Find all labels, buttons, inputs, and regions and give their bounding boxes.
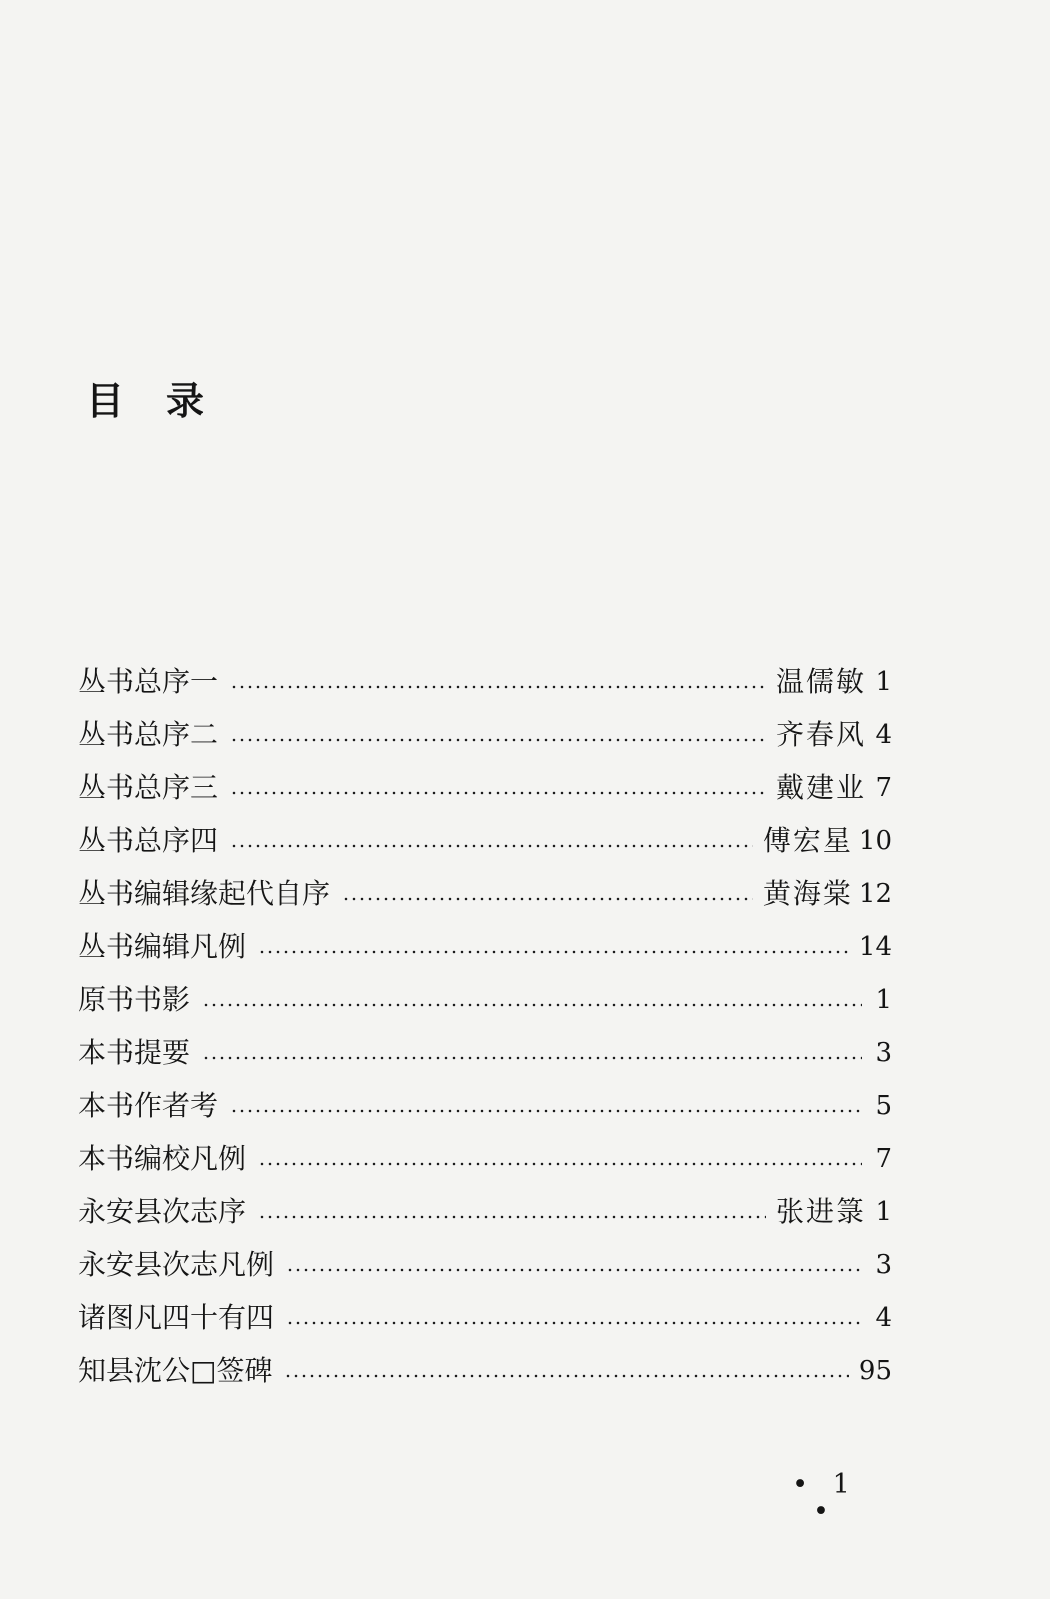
dot-leader <box>342 897 753 901</box>
toc-entry <box>78 655 892 708</box>
toc-entry-title: 诸图凡四十有四 <box>78 1300 275 1334</box>
toc-entry-page: 95 <box>858 1355 892 1386</box>
toc-entry-title: 永安县次志凡例 <box>78 1247 275 1281</box>
dot-leader <box>230 791 766 795</box>
toc-entry-title: 永安县次志序 <box>78 1194 247 1228</box>
toc-entry-page: 4 <box>875 719 892 750</box>
dot-leader <box>258 1162 862 1166</box>
toc-entry-title: 本书提要 <box>78 1035 191 1069</box>
toc-entry <box>78 1344 892 1397</box>
toc-entry <box>78 1185 892 1238</box>
toc-entry-author: 戴建业 <box>775 770 866 804</box>
toc-entry-page: 3 <box>875 1249 892 1280</box>
toc-entry-author: 温儒敏 <box>775 664 866 698</box>
toc-entry <box>78 1026 892 1079</box>
toc-entry <box>78 920 892 973</box>
toc-entry-author: 傅宏星 <box>762 823 853 857</box>
toc-entry-author: 张进箓 <box>775 1194 866 1228</box>
toc-entry <box>78 1132 892 1185</box>
toc-entry-title: 丛书总序四 <box>78 823 219 857</box>
page-title: 目录 <box>86 378 247 423</box>
toc-entry <box>78 708 892 761</box>
toc-entry-page: 1 <box>875 984 892 1015</box>
table-of-contents <box>78 655 892 1397</box>
dot-leader <box>230 844 753 848</box>
toc-entry-title: 本书编校凡例 <box>78 1141 247 1175</box>
toc-entry-page: 12 <box>858 878 892 909</box>
toc-entry-title: 丛书总序一 <box>78 664 219 698</box>
dot-leader <box>286 1321 862 1325</box>
toc-entry <box>78 1079 892 1132</box>
toc-entry-page: 1 <box>875 1196 892 1227</box>
toc-entry-title: 知县沈公□签碑 <box>78 1353 273 1387</box>
toc-entry-page: 14 <box>858 931 892 962</box>
dot-leader <box>286 1268 862 1272</box>
toc-entry <box>78 1291 892 1344</box>
dot-leader <box>230 738 766 742</box>
toc-entry-title: 丛书总序二 <box>78 717 219 751</box>
toc-entry <box>78 761 892 814</box>
toc-entry-page: 10 <box>858 825 892 856</box>
dot-leader <box>202 1003 862 1007</box>
toc-entry-page: 7 <box>875 1143 892 1174</box>
dot-leader <box>258 950 849 954</box>
toc-entry-title: 丛书编辑凡例 <box>78 929 247 963</box>
toc-entry-title: 丛书总序三 <box>78 770 219 804</box>
toc-entry <box>78 814 892 867</box>
toc-entry-page: 4 <box>875 1302 892 1333</box>
dot-leader <box>202 1056 862 1060</box>
dot-leader <box>230 685 766 689</box>
toc-entry-author: 黄海棠 <box>762 876 853 910</box>
dot-leader <box>284 1374 848 1378</box>
dot-leader <box>258 1215 766 1219</box>
toc-entry-author: 齐春风 <box>775 717 866 751</box>
toc-entry <box>78 973 892 1026</box>
toc-entry <box>78 867 892 920</box>
toc-entry <box>78 1238 892 1291</box>
toc-entry-page: 7 <box>875 772 892 803</box>
toc-entry-title: 原书书影 <box>78 982 191 1016</box>
dot-leader <box>230 1109 862 1113</box>
toc-entry-page: 3 <box>875 1037 892 1068</box>
toc-entry-page: 1 <box>875 666 892 697</box>
toc-entry-page: 5 <box>875 1090 892 1121</box>
page-number: • 1 • <box>792 1469 858 1527</box>
toc-entry-title: 丛书编辑缘起代自序 <box>78 876 331 910</box>
toc-entry-title: 本书作者考 <box>78 1088 219 1122</box>
